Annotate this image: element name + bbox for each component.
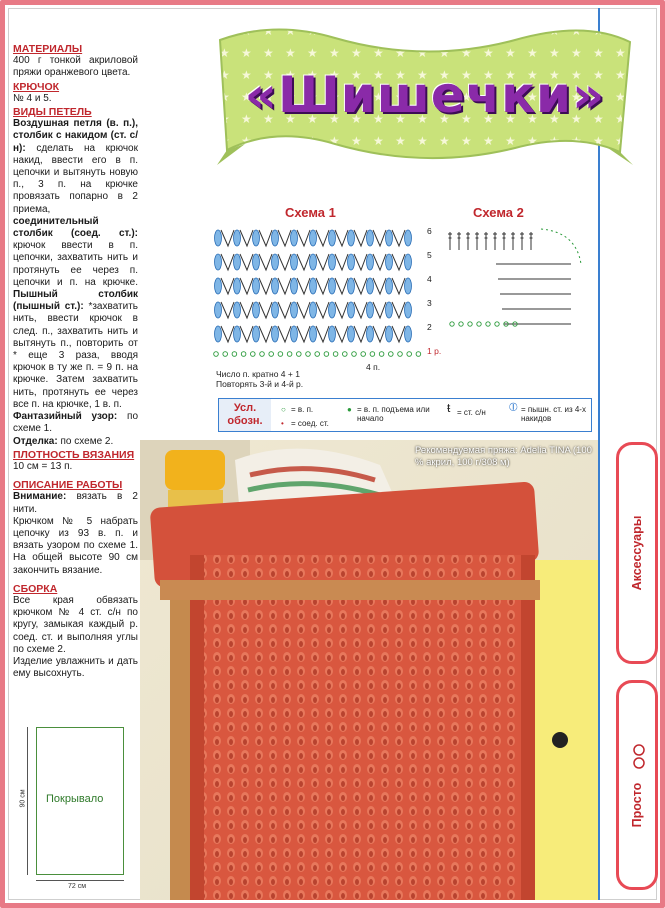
chain-symbol bbox=[495, 322, 499, 326]
chain-symbol bbox=[241, 352, 246, 357]
dc-stitch-symbol bbox=[354, 254, 367, 270]
instructions-column bbox=[13, 42, 138, 680]
dc-stitch-symbol bbox=[221, 230, 234, 246]
loops-bold-3: Пышный столбик (пышный ст.): bbox=[13, 289, 138, 313]
puff-stitch-symbol bbox=[329, 254, 336, 270]
puff-stitch-symbol bbox=[348, 302, 355, 318]
dc-stitch-symbol bbox=[335, 326, 348, 342]
dc-stitch-symbol bbox=[392, 326, 405, 342]
finish-bold: Отделка: bbox=[13, 435, 58, 447]
puff-stitch-symbol bbox=[215, 302, 222, 318]
description-text-2: Крючком № 5 набрать цепочку из 93 в. п. и вязать узором по схеме 1. На общей высоте 90 см закончить вязание. bbox=[13, 515, 138, 576]
symbols-legend bbox=[218, 398, 592, 432]
puff-stitch-symbol bbox=[215, 230, 222, 246]
dc-stitch-symbol bbox=[392, 230, 405, 246]
dc-stitch-symbol bbox=[392, 302, 405, 318]
puff-stitch-symbol bbox=[234, 302, 241, 318]
dc-stitch-symbol bbox=[316, 302, 329, 318]
dc-stitch-symbol bbox=[240, 326, 253, 342]
dc-stitch-symbol bbox=[278, 230, 291, 246]
puff-stitch-symbol bbox=[348, 278, 355, 294]
dc-stitch-symbol bbox=[316, 254, 329, 270]
loops-text bbox=[13, 118, 138, 411]
puff-stitch-symbol bbox=[367, 254, 374, 270]
legend-vp-icon: ○ bbox=[281, 405, 286, 414]
loops-text-1: сделать на крючок накид, ввести его в п. цепочки и вытянуть новую п., 3 п. на крючке провязать попарно в 2 приема, bbox=[13, 142, 138, 215]
puff-stitch-symbol bbox=[405, 326, 412, 342]
chain-symbol bbox=[450, 322, 454, 326]
materials-text: 400 г тонкой акриловой пряжи оранжевого цвета. bbox=[13, 55, 138, 79]
dc-stitch-symbol bbox=[484, 232, 488, 250]
chain-symbol bbox=[486, 322, 490, 326]
dc-stitch-symbol bbox=[466, 232, 470, 250]
dc-stitch-symbol bbox=[259, 230, 272, 246]
dc-stitch-symbol bbox=[511, 232, 515, 250]
schema1-row-4: 4 bbox=[427, 274, 432, 284]
chain-symbol bbox=[315, 352, 320, 357]
dc-stitch-symbol bbox=[373, 254, 386, 270]
schema2-grid bbox=[448, 229, 581, 326]
chain-symbol bbox=[297, 352, 302, 357]
dc-stitch-symbol bbox=[493, 232, 497, 250]
legend-soed-icon: • bbox=[281, 419, 284, 428]
puff-stitch-symbol bbox=[234, 278, 241, 294]
legend-pysh: = пышн. ст. из 4-х накидов bbox=[521, 405, 586, 423]
schema1-span-label: 4 п. bbox=[366, 362, 381, 372]
puff-stitch-symbol bbox=[234, 326, 241, 342]
dc-stitch-symbol bbox=[240, 302, 253, 318]
puff-stitch-symbol bbox=[386, 254, 393, 270]
materials-heading: МАТЕРИАЛЫ bbox=[13, 43, 83, 55]
assembly-text: Все края обвязать крючком № 4 ст. с/н по кругу, замыкая каждый р. соед. ст. и выполняя углы по схеме 2. bbox=[13, 594, 138, 655]
dc-stitch-symbol bbox=[335, 230, 348, 246]
dc-stitch-symbol bbox=[316, 230, 329, 246]
chain-symbol bbox=[416, 352, 421, 357]
puff-stitch-symbol bbox=[386, 230, 393, 246]
puff-stitch-symbol bbox=[272, 302, 279, 318]
chain-symbol bbox=[214, 352, 219, 357]
hook-text: № 4 и 5. bbox=[13, 92, 52, 104]
puff-stitch-symbol bbox=[348, 326, 355, 342]
puff-stitch-symbol bbox=[291, 230, 298, 246]
chain-symbol bbox=[223, 352, 228, 357]
puff-stitch-symbol bbox=[310, 326, 317, 342]
chain-symbol bbox=[459, 322, 463, 326]
loops-text-3: *захватить нить, ввести крючок в след. п., захватить нить и вытянуть п., повторить от * еще 3 раза, вводя крючок в ту же п. = 9 п. на крючке. Затем захватить нить, протянуть ее через все п. на крючке, 1 в. п. bbox=[13, 301, 138, 410]
chain-symbol bbox=[468, 322, 472, 326]
dc-stitch-symbol bbox=[259, 326, 272, 342]
blanket-label: Покрывало bbox=[46, 793, 104, 805]
dc-stitch-symbol bbox=[221, 278, 234, 294]
puff-stitch-symbol bbox=[272, 278, 279, 294]
puff-stitch-symbol bbox=[253, 230, 260, 246]
puff-stitch-symbol bbox=[348, 254, 355, 270]
chain-symbol bbox=[407, 352, 412, 357]
finish-text: по схеме 2. bbox=[60, 435, 114, 447]
corner-arc bbox=[541, 229, 581, 264]
fancy-bold: Фантазийный узор: bbox=[13, 411, 118, 423]
chain-symbol bbox=[352, 352, 357, 357]
chain-symbol bbox=[287, 352, 292, 357]
chain-symbol bbox=[324, 352, 329, 357]
dc-stitch-symbol bbox=[392, 254, 405, 270]
schema1-note-2: Повторять 3-й и 4-й р. bbox=[216, 379, 304, 389]
density-heading: ПЛОТНОСТЬ ВЯЗАНИЯ bbox=[13, 448, 135, 461]
width-dimension-line bbox=[36, 880, 124, 881]
dc-stitch-symbol bbox=[354, 326, 367, 342]
desc-text-1: вязать в 2 нити. bbox=[13, 491, 138, 515]
dc-stitch-symbol bbox=[335, 278, 348, 294]
puff-stitch-symbol bbox=[291, 302, 298, 318]
chain-symbol bbox=[260, 352, 265, 357]
dc-stitch-symbol bbox=[278, 302, 291, 318]
puff-stitch-symbol bbox=[329, 326, 336, 342]
puff-stitch-symbol bbox=[386, 278, 393, 294]
loops-bold-2: соединительный столбик (соед. ст.): bbox=[13, 215, 138, 240]
dc-stitch-symbol bbox=[316, 278, 329, 294]
blanket-photo bbox=[140, 440, 598, 900]
puff-stitch-symbol bbox=[215, 326, 222, 342]
puff-stitch-symbol bbox=[310, 302, 317, 318]
dc-stitch-symbol bbox=[392, 278, 405, 294]
dc-stitch-symbol bbox=[373, 302, 386, 318]
desc-bold: Внимание: bbox=[13, 491, 67, 503]
chain-symbol bbox=[333, 352, 338, 357]
width-dimension-label: 72 см bbox=[68, 883, 87, 890]
finishing bbox=[13, 436, 138, 448]
chain-symbol bbox=[398, 352, 403, 357]
hook-heading: КРЮЧОК bbox=[13, 80, 60, 93]
dc-stitch-symbol bbox=[240, 254, 253, 270]
dc-stitch-symbol bbox=[354, 230, 367, 246]
dc-stitch-symbol bbox=[259, 254, 272, 270]
schema1-chart bbox=[212, 222, 440, 362]
puff-stitch-symbol bbox=[291, 278, 298, 294]
puff-stitch-symbol bbox=[405, 302, 412, 318]
puff-stitch-symbol bbox=[253, 278, 260, 294]
recommended-yarn: Рекомендуемая пряжа: Adelia TINA (100 % акрил, 100 г/308 м) bbox=[415, 445, 592, 468]
puff-stitch-symbol bbox=[253, 326, 260, 342]
dc-stitch-symbol bbox=[448, 232, 452, 250]
dc-stitch-symbol bbox=[373, 230, 386, 246]
schema1-title: Схема 1 bbox=[285, 205, 336, 220]
puff-stitch-symbol bbox=[272, 254, 279, 270]
schema1-row-3: 3 bbox=[427, 298, 432, 308]
puff-stitch-symbol bbox=[367, 302, 374, 318]
dc-stitch-symbol bbox=[354, 302, 367, 318]
legend-heading: Усл. обозн. bbox=[219, 399, 271, 431]
loops-bold-1: Воздушная петля (в. п.), столбик с накидом (ст. с/н): bbox=[13, 118, 138, 154]
dc-stitch-symbol bbox=[457, 232, 461, 250]
description-text bbox=[13, 491, 138, 515]
puff-stitch-symbol bbox=[405, 278, 412, 294]
schema1-note-1: Число п. кратно 4 + 1 bbox=[216, 369, 300, 379]
schema1-row-1: 1 р. bbox=[427, 346, 442, 356]
dc-stitch-symbol bbox=[240, 230, 253, 246]
puff-stitch-symbol bbox=[329, 302, 336, 318]
dc-stitch-symbol bbox=[278, 254, 291, 270]
chain-symbol bbox=[370, 352, 375, 357]
fancy-pattern bbox=[13, 411, 138, 435]
loops-text-2: крючок ввести в п. цепочки, захватить нить и протянуть ее через п. цепочки и п. на крючке. bbox=[13, 240, 138, 288]
dc-stitch-symbol bbox=[316, 326, 329, 342]
chain-symbol bbox=[269, 352, 274, 357]
height-dimension-label: 90 см bbox=[19, 789, 27, 808]
legend-soed: = соед. ст. bbox=[291, 419, 329, 428]
difficulty-icon bbox=[629, 743, 649, 771]
chain-symbol bbox=[278, 352, 283, 357]
puff-stitch-symbol bbox=[253, 254, 260, 270]
puff-stitch-symbol bbox=[215, 254, 222, 270]
density-text: 10 см = 13 п. bbox=[13, 460, 73, 472]
puff-stitch-symbol bbox=[310, 278, 317, 294]
puff-stitch-symbol bbox=[215, 278, 222, 294]
page-title: «Шишечки» bbox=[244, 66, 606, 124]
schema1-grid bbox=[214, 230, 421, 356]
chain-symbol bbox=[361, 352, 366, 357]
dc-stitch-symbol bbox=[297, 302, 310, 318]
puff-stitch-symbol bbox=[310, 230, 317, 246]
dc-stitch-symbol bbox=[502, 232, 506, 250]
puff-stitch-symbol bbox=[367, 230, 374, 246]
dc-stitch-symbol bbox=[297, 278, 310, 294]
assembly-text-2: Изделие увлажнить и дать ему высохнуть. bbox=[13, 655, 138, 680]
dc-stitch-symbol bbox=[278, 278, 291, 294]
puff-stitch-symbol bbox=[367, 326, 374, 342]
schema2-title: Схема 2 bbox=[473, 205, 524, 220]
puff-stitch-symbol bbox=[234, 230, 241, 246]
schema1-row-5: 5 bbox=[427, 250, 432, 260]
tab-accessories[interactable] bbox=[616, 442, 658, 664]
chain-symbol bbox=[306, 352, 311, 357]
description-heading: ОПИСАНИЕ РАБОТЫ bbox=[13, 479, 123, 492]
tab-simple[interactable] bbox=[616, 680, 658, 890]
dc-stitch-symbol bbox=[297, 326, 310, 342]
puff-stitch-symbol bbox=[367, 278, 374, 294]
puff-stitch-symbol bbox=[291, 326, 298, 342]
chain-symbol bbox=[389, 352, 394, 357]
chain-symbol bbox=[343, 352, 348, 357]
tab-accessories-label: Аксессуары bbox=[630, 515, 644, 591]
puff-stitch-symbol bbox=[234, 254, 241, 270]
dc-stitch-symbol bbox=[475, 232, 479, 250]
dc-stitch-symbol bbox=[520, 232, 524, 250]
puff-stitch-symbol bbox=[405, 254, 412, 270]
legend-pysh-icon: ⦶ bbox=[509, 400, 518, 414]
dc-stitch-symbol bbox=[354, 278, 367, 294]
legend-st: = ст. с/н bbox=[457, 408, 486, 417]
puff-stitch-symbol bbox=[329, 230, 336, 246]
dc-stitch-symbol bbox=[373, 326, 386, 342]
puff-stitch-symbol bbox=[386, 326, 393, 342]
schema1-row-6: 6 bbox=[427, 226, 432, 236]
puff-stitch-symbol bbox=[291, 254, 298, 270]
chain-symbol bbox=[251, 352, 256, 357]
chain-symbol bbox=[379, 352, 384, 357]
dc-stitch-symbol bbox=[297, 230, 310, 246]
height-dimension-line bbox=[27, 727, 28, 875]
chain-symbol bbox=[477, 322, 481, 326]
dc-stitch-symbol bbox=[278, 326, 291, 342]
legend-vp: = в. п. bbox=[291, 405, 314, 414]
dc-stitch-symbol bbox=[221, 302, 234, 318]
dc-stitch-symbol bbox=[221, 254, 234, 270]
dc-stitch-symbol bbox=[240, 278, 253, 294]
puff-stitch-symbol bbox=[329, 278, 336, 294]
legend-lift-icon: ● bbox=[347, 405, 352, 414]
puff-stitch-symbol bbox=[272, 230, 279, 246]
dc-stitch-symbol bbox=[259, 278, 272, 294]
puff-stitch-symbol bbox=[272, 326, 279, 342]
fancy-text: по схеме 1. bbox=[13, 411, 139, 435]
puff-stitch-symbol bbox=[253, 302, 260, 318]
schema2-chart bbox=[446, 224, 588, 336]
dc-stitch-symbol bbox=[221, 326, 234, 342]
puff-stitch-symbol bbox=[386, 302, 393, 318]
dc-stitch-symbol bbox=[335, 302, 348, 318]
dc-stitch-symbol bbox=[335, 254, 348, 270]
dc-stitch-symbol bbox=[529, 232, 533, 250]
legend-st-icon: ŧ bbox=[447, 401, 451, 415]
dc-stitch-symbol bbox=[259, 302, 272, 318]
assembly-heading: СБОРКА bbox=[13, 582, 58, 595]
puff-stitch-symbol bbox=[405, 230, 412, 246]
schema1-row-2: 2 bbox=[427, 322, 432, 332]
loops-heading: ВИДЫ ПЕТЕЛЬ bbox=[13, 106, 92, 119]
chain-symbol bbox=[232, 352, 237, 357]
dc-stitch-symbol bbox=[297, 254, 310, 270]
puff-stitch-symbol bbox=[348, 230, 355, 246]
dc-stitch-symbol bbox=[373, 278, 386, 294]
tab-simple-label: Просто bbox=[630, 783, 644, 828]
puff-stitch-symbol bbox=[310, 254, 317, 270]
legend-vp-lift: = в. п. подъема или начало bbox=[357, 405, 430, 423]
